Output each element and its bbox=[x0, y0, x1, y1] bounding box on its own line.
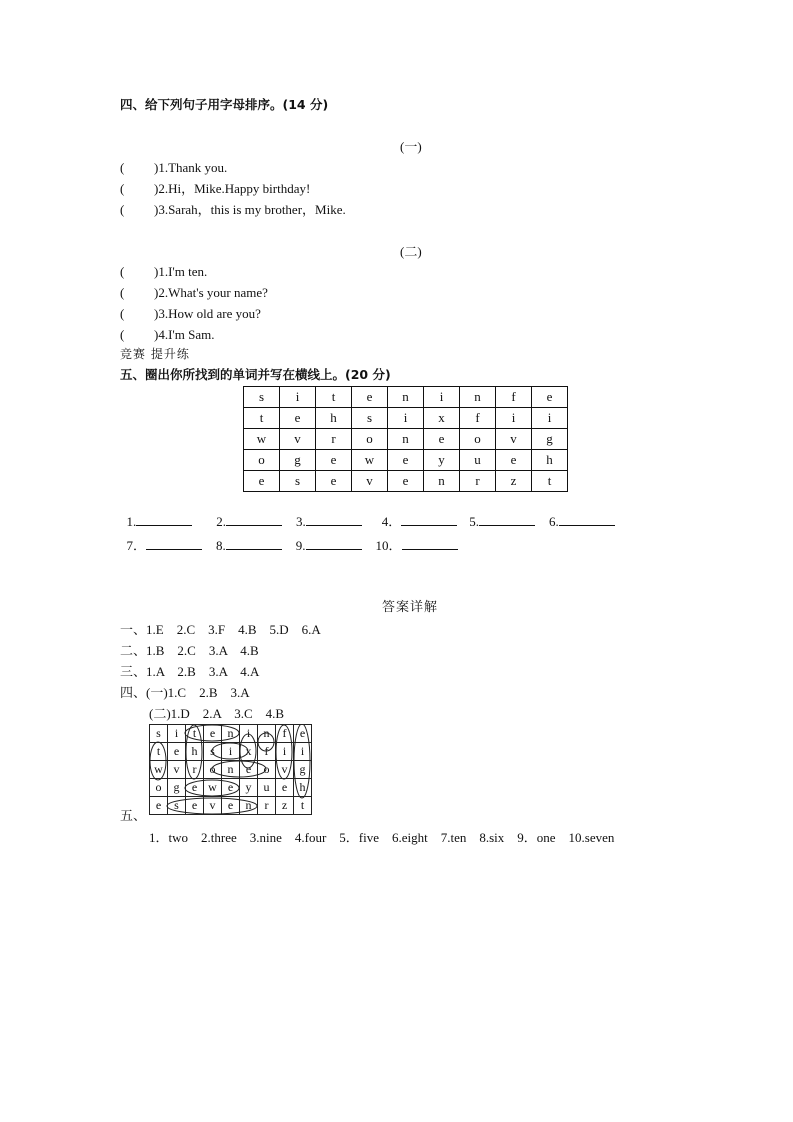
grid-cell[interactable]: g bbox=[280, 450, 316, 471]
blanks-row-2 bbox=[120, 521, 458, 554]
answer-grid-cell: t bbox=[294, 797, 312, 815]
grid-cell[interactable]: z bbox=[496, 471, 532, 492]
grid-cell[interactable]: s bbox=[280, 471, 316, 492]
grid-cell[interactable]: n bbox=[424, 471, 460, 492]
grid-cell[interactable]: f bbox=[460, 408, 496, 429]
blank-label-4: 4． bbox=[381, 514, 402, 529]
blank-9[interactable] bbox=[306, 537, 362, 550]
answer-grid-cell: i bbox=[168, 725, 186, 743]
answer-grid-circles bbox=[149, 724, 323, 820]
answers-line-1: 一、1.E 2.C 3.F 4.B 5.D 6.A bbox=[120, 622, 321, 637]
grid-cell[interactable]: r bbox=[460, 471, 496, 492]
circle-five bbox=[276, 725, 292, 779]
part2-title: (二) bbox=[400, 244, 422, 259]
grid-cell[interactable]: e bbox=[388, 471, 424, 492]
grid-cell[interactable]: o bbox=[352, 429, 388, 450]
part2-item-2-text: )2.What's your name? bbox=[154, 285, 268, 300]
grid-cell[interactable]: v bbox=[352, 471, 388, 492]
grid-row bbox=[244, 429, 568, 450]
answers-line-6-label: 五、 bbox=[120, 808, 147, 823]
answer-grid-cell: e bbox=[276, 779, 294, 797]
circle-six bbox=[212, 743, 248, 759]
part1-item-2-text: )2.Hi，Mike.Happy birthday! bbox=[154, 181, 311, 196]
answers-line-4: 四、(一)1.C 2.B 3.A bbox=[120, 685, 250, 700]
grid-cell[interactable]: u bbox=[460, 450, 496, 471]
section5-heading: 五、圈出你所找到的单词并写在横线上。(20 分) bbox=[120, 367, 391, 382]
blank-6[interactable] bbox=[559, 513, 615, 526]
grid-row bbox=[244, 408, 568, 429]
grid-row bbox=[244, 450, 568, 471]
part2-item-1-text: )1.I'm ten. bbox=[154, 264, 208, 279]
answer-grid-cell: n bbox=[222, 761, 240, 779]
answer-grid-cell: v bbox=[168, 761, 186, 779]
answer-grid-cell: r bbox=[186, 761, 204, 779]
answer-grid-cell: e bbox=[294, 725, 312, 743]
blank-label-10: 10． bbox=[375, 538, 402, 553]
grid-cell[interactable]: t bbox=[532, 471, 568, 492]
grid-cell[interactable]: x bbox=[424, 408, 460, 429]
answer-grid-cell: i bbox=[240, 725, 258, 743]
answer-grid-cell: f bbox=[258, 743, 276, 761]
part1-item-3-text: )3.Sarah，this is my brother，Mike. bbox=[154, 202, 346, 217]
grid-cell[interactable]: f bbox=[496, 387, 532, 408]
answer-grid-cell: e bbox=[150, 797, 168, 815]
blank-5[interactable] bbox=[479, 513, 535, 526]
answer-grid-cell: w bbox=[150, 761, 168, 779]
answer-grid-cell: e bbox=[240, 761, 258, 779]
answer-grid-cell: i bbox=[294, 743, 312, 761]
answer-grid-cell: e bbox=[186, 779, 204, 797]
part1-title: (一) bbox=[400, 139, 422, 154]
blank-label-6: 6. bbox=[549, 514, 559, 529]
answer-grid-cell: e bbox=[204, 725, 222, 743]
circle-seven bbox=[167, 798, 257, 814]
answer-grid-cell: e bbox=[222, 797, 240, 815]
circle-one bbox=[212, 761, 266, 777]
circle-two bbox=[150, 742, 166, 780]
grid-cell[interactable]: e bbox=[244, 471, 280, 492]
grid-cell[interactable]: s bbox=[244, 387, 280, 408]
grid-cell[interactable]: e bbox=[424, 429, 460, 450]
grid-cell[interactable]: i bbox=[532, 408, 568, 429]
answer-grid-cell: n bbox=[240, 797, 258, 815]
grid-cell[interactable]: n bbox=[460, 387, 496, 408]
grid-cell[interactable]: e bbox=[316, 450, 352, 471]
grid-cell[interactable]: e bbox=[388, 450, 424, 471]
blank-10[interactable] bbox=[402, 537, 458, 550]
answer-grid-cell: s bbox=[150, 725, 168, 743]
grid-cell[interactable]: e bbox=[352, 387, 388, 408]
answers-title: 答案详解 bbox=[382, 600, 439, 615]
answer-grid-cell: e bbox=[186, 797, 204, 815]
part1-item-2-paren: ( bbox=[120, 181, 125, 196]
answer-grid-cell: h bbox=[294, 779, 312, 797]
answer-grid-cell: g bbox=[294, 761, 312, 779]
blank-label-9: 9. bbox=[295, 538, 306, 553]
answer-grid-cell: e bbox=[168, 743, 186, 761]
grid-cell[interactable]: t bbox=[244, 408, 280, 429]
circle-fi bbox=[258, 733, 274, 751]
answer-grid-cell: n bbox=[222, 725, 240, 743]
grid-cell[interactable]: t bbox=[316, 387, 352, 408]
part2-item-2-paren: ( bbox=[120, 285, 125, 300]
blank-label-1: 1. bbox=[126, 514, 137, 529]
answer-grid-cell: o bbox=[204, 761, 222, 779]
blank-label-7: 7． bbox=[126, 538, 147, 553]
part2-item-4-paren: ( bbox=[120, 327, 125, 342]
grid-cell[interactable]: v bbox=[280, 429, 316, 450]
section4-heading: 四、给下列句子用字母排序。(14 分) bbox=[120, 97, 329, 112]
part1-item-1-text: )1.Thank you. bbox=[154, 160, 228, 175]
answer-grid-cell: t bbox=[186, 725, 204, 743]
answer-grid-cell: i bbox=[276, 743, 294, 761]
grid-cell[interactable]: e bbox=[532, 387, 568, 408]
part1-item-1-paren: ( bbox=[120, 160, 125, 175]
answer-grid-cell: x bbox=[240, 743, 258, 761]
blank-7[interactable] bbox=[146, 537, 202, 550]
blank-label-2: 2. bbox=[216, 514, 226, 529]
answer-grid-cell: t bbox=[150, 743, 168, 761]
grid-cell[interactable]: w bbox=[352, 450, 388, 471]
part1-item-3-paren: ( bbox=[120, 202, 125, 217]
grid-cell[interactable]: n bbox=[388, 387, 424, 408]
answer-grid-cell: o bbox=[150, 779, 168, 797]
answer-grid-figure bbox=[149, 724, 323, 820]
competition-label: 竞赛 提升练 bbox=[120, 347, 190, 361]
blank-8[interactable] bbox=[226, 537, 282, 550]
grid-cell[interactable]: i bbox=[280, 387, 316, 408]
answer-grid-cell: i bbox=[222, 743, 240, 761]
blank-label-5: 5. bbox=[469, 514, 480, 529]
blank-label-3: 3. bbox=[296, 514, 306, 529]
answer-grid-cell: f bbox=[276, 725, 294, 743]
answer-grid-cell: n bbox=[258, 725, 276, 743]
answer-grid-cell: s bbox=[204, 743, 222, 761]
answer-grid-cell: v bbox=[204, 797, 222, 815]
answer-grid-cell: u bbox=[258, 779, 276, 797]
grid-row bbox=[244, 387, 568, 408]
grid-cell[interactable]: e bbox=[316, 471, 352, 492]
answers-line-3: 三、1.A 2.B 3.A 4.A bbox=[120, 664, 260, 679]
grid-cell[interactable]: h bbox=[316, 408, 352, 429]
answer-grid-cell: z bbox=[276, 797, 294, 815]
grid-cell[interactable]: o bbox=[244, 450, 280, 471]
grid-cell[interactable]: e bbox=[496, 450, 532, 471]
answer-grid-cell: w bbox=[204, 779, 222, 797]
grid-row bbox=[244, 471, 568, 492]
answer-grid-cell: v bbox=[276, 761, 294, 779]
part2-item-3-paren: ( bbox=[120, 306, 125, 321]
grid-cell[interactable]: i bbox=[388, 408, 424, 429]
grid-cell[interactable]: e bbox=[280, 408, 316, 429]
answer-grid-cell: r bbox=[258, 797, 276, 815]
grid-cell[interactable]: i bbox=[496, 408, 532, 429]
part2-item-3-text: )3.How old are you? bbox=[154, 306, 261, 321]
word-search-grid bbox=[243, 386, 568, 492]
answers-line-5: (二)1.D 2.A 3.C 4.B bbox=[149, 706, 285, 721]
circle-four bbox=[185, 780, 239, 796]
answers-line-7: 1．two 2.three 3.nine 4.four 5．five 6.eight 7.ten 8.six 9．one 10.seven bbox=[149, 830, 615, 845]
grid-cell[interactable]: y bbox=[424, 450, 460, 471]
grid-cell[interactable]: g bbox=[532, 429, 568, 450]
answer-grid-cell: o bbox=[258, 761, 276, 779]
grid-cell[interactable]: n bbox=[388, 429, 424, 450]
answer-grid-cell: g bbox=[168, 779, 186, 797]
part2-item-4-text: )4.I'm Sam. bbox=[154, 327, 215, 342]
answers-line-2: 二、1.B 2.C 3.A 4.B bbox=[120, 643, 259, 658]
circle-eight bbox=[294, 724, 310, 798]
grid-cell[interactable]: h bbox=[532, 450, 568, 471]
part2-item-1-paren: ( bbox=[120, 264, 125, 279]
answer-grid-cell: e bbox=[222, 779, 240, 797]
grid-cell[interactable]: i bbox=[424, 387, 460, 408]
answer-grid-cell: y bbox=[240, 779, 258, 797]
grid-cell[interactable]: r bbox=[316, 429, 352, 450]
grid-cell[interactable]: v bbox=[496, 429, 532, 450]
circle-three bbox=[186, 725, 202, 779]
grid-cell[interactable]: s bbox=[352, 408, 388, 429]
answer-grid-cell: h bbox=[186, 743, 204, 761]
answer-grid-cell: s bbox=[168, 797, 186, 815]
blank-label-8: 8. bbox=[216, 538, 226, 553]
circle-ten bbox=[185, 725, 239, 741]
grid-cell[interactable]: w bbox=[244, 429, 280, 450]
grid-cell[interactable]: o bbox=[460, 429, 496, 450]
